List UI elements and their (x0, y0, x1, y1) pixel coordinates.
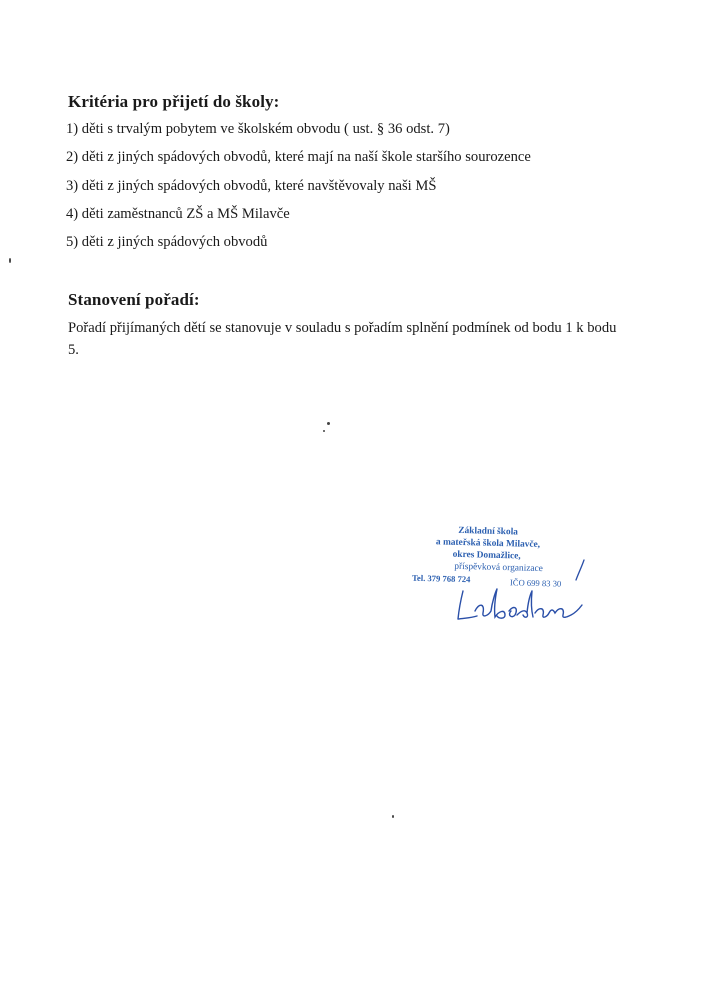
stamp-phone: Tel. 379 768 724 (411, 572, 471, 585)
signature-tick (570, 558, 590, 588)
scan-speck (392, 815, 394, 818)
criteria-list (66, 120, 531, 261)
criteria-heading: Kritéria pro přijetí do školy: (68, 92, 280, 111)
stamp-line-organization: příspěvková organizace (454, 561, 544, 575)
scan-speck (327, 422, 330, 425)
scan-speck (323, 430, 325, 432)
criteria-item: 3) děti z jiných spádových obvodů, které navštěvovaly naši MŠ (66, 177, 437, 194)
order-heading: Stanovení pořadí: (68, 290, 200, 309)
criteria-item: 2) děti z jiných spádových obvodů, které mají na naší škole staršího sourozence (66, 149, 531, 166)
criteria-item: 4) děti zaměstnanců ZŠ a MŠ Milavče (66, 205, 290, 222)
order-paragraph: Pořadí přijímaných dětí se stanovuje v souladu s pořadím splnění podmínek od bodu 1 k bodu 5. (68, 320, 617, 358)
criteria-item: 1) děti s trvalým pobytem ve školském obvodu ( ust. § 36 odst. 7) (66, 121, 450, 137)
stamp-line-district: okres Domažlice, (452, 549, 521, 562)
stamp-ico: IČO 699 83 30 (509, 577, 562, 589)
stamp-line-school: Základní škola (458, 525, 519, 538)
criteria-item: 5) děti z jiných spádových obvodů (66, 234, 268, 251)
scan-speck (9, 258, 11, 263)
stamp-line-kindergarten: a mateřská škola Milavče, (435, 537, 541, 551)
handwritten-signature (455, 585, 585, 625)
